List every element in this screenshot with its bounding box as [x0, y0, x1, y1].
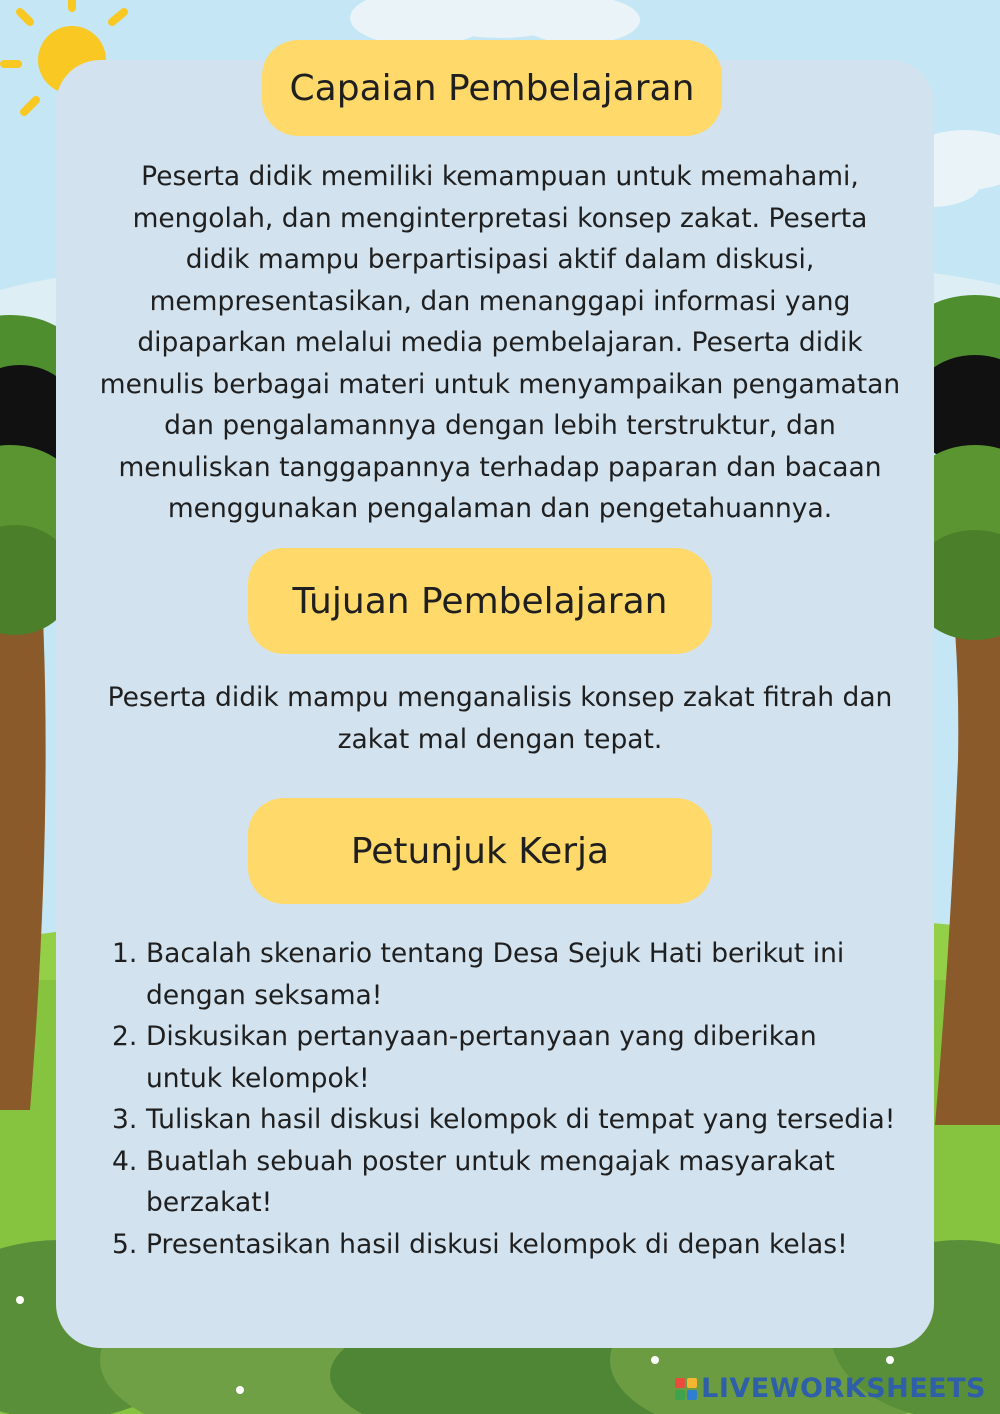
text-line: menulis berbagai materi untuk menyampaikan pengamatan — [99, 368, 901, 400]
section-title-petunjuk — [248, 798, 712, 904]
liveworksheets-logo[interactable] — [675, 1373, 986, 1404]
text-line: didik mampu berpartisipasi aktif dalam diskusi, — [185, 244, 815, 275]
list-text: dengan seksama! — [146, 979, 383, 1011]
list-text: Presentasikan hasil diskusi kelompok di depan kelas! — [146, 1228, 848, 1260]
section-title-text: Capaian Pembelajaran — [289, 67, 695, 109]
list-text: berzakat! — [146, 1187, 273, 1218]
text-line: mengolah, dan menginterpretasi konsep zakat. Peserta — [132, 202, 868, 234]
logo-square-green — [675, 1390, 685, 1400]
list-item — [112, 1016, 912, 1099]
section-title-tujuan — [248, 548, 712, 654]
brand-name: LIVEWORKSHEETS — [701, 1373, 986, 1404]
logo-square-red — [675, 1378, 685, 1388]
list-text: Buatlah sebuah poster untuk mengajak masyarakat — [146, 1145, 835, 1177]
logo-square-blue — [687, 1390, 697, 1400]
text-line: dan pengalamannya dengan lebih terstruktur, dan — [164, 410, 836, 441]
list-number: 5. — [112, 1228, 138, 1260]
petunjuk-list — [112, 933, 912, 1265]
list-item — [112, 1224, 912, 1266]
text-line: menuliskan tanggapannya terhadap paparan dan bacaan — [118, 451, 882, 483]
section-title-capaian — [262, 40, 722, 136]
text-line: dipaparkan melalui media pembelajaran. Peserta didik — [137, 327, 863, 358]
list-text: Diskusikan pertanyaan-pertanyaan yang diberikan — [146, 1021, 817, 1052]
list-item — [112, 1141, 912, 1224]
list-number: 2. — [112, 1021, 138, 1052]
liveworksheets-icon — [675, 1378, 697, 1400]
list-number: 1. — [112, 938, 138, 969]
list-item — [112, 1099, 912, 1141]
list-number: 4. — [112, 1145, 138, 1177]
text-line: Peserta didik memiliki kemampuan untuk memahami, — [141, 161, 859, 192]
tujuan-paragraph — [90, 677, 910, 760]
text-line: Peserta didik mampu menganalisis konsep zakat fitrah dan — [107, 682, 893, 713]
section-title-text: Petunjuk Kerja — [350, 830, 610, 872]
logo-square-yellow — [687, 1378, 697, 1388]
list-item — [112, 933, 912, 1016]
section-title-text: Tujuan Pembelajaran — [292, 580, 668, 622]
text-line: zakat mal dengan tepat. — [337, 723, 663, 755]
list-text: Tuliskan hasil diskusi kelompok di tempat yang tersedia! — [146, 1104, 896, 1135]
capaian-paragraph — [90, 156, 910, 530]
text-line: mempresentasikan, dan menanggapi informasi yang — [149, 285, 851, 317]
list-text: Bacalah skenario tentang Desa Sejuk Hati berikut ini — [146, 938, 845, 969]
list-text: untuk kelompok! — [146, 1062, 370, 1094]
text-line: menggunakan pengalaman dan pengetahuannya. — [167, 493, 833, 524]
list-number: 3. — [112, 1104, 138, 1135]
